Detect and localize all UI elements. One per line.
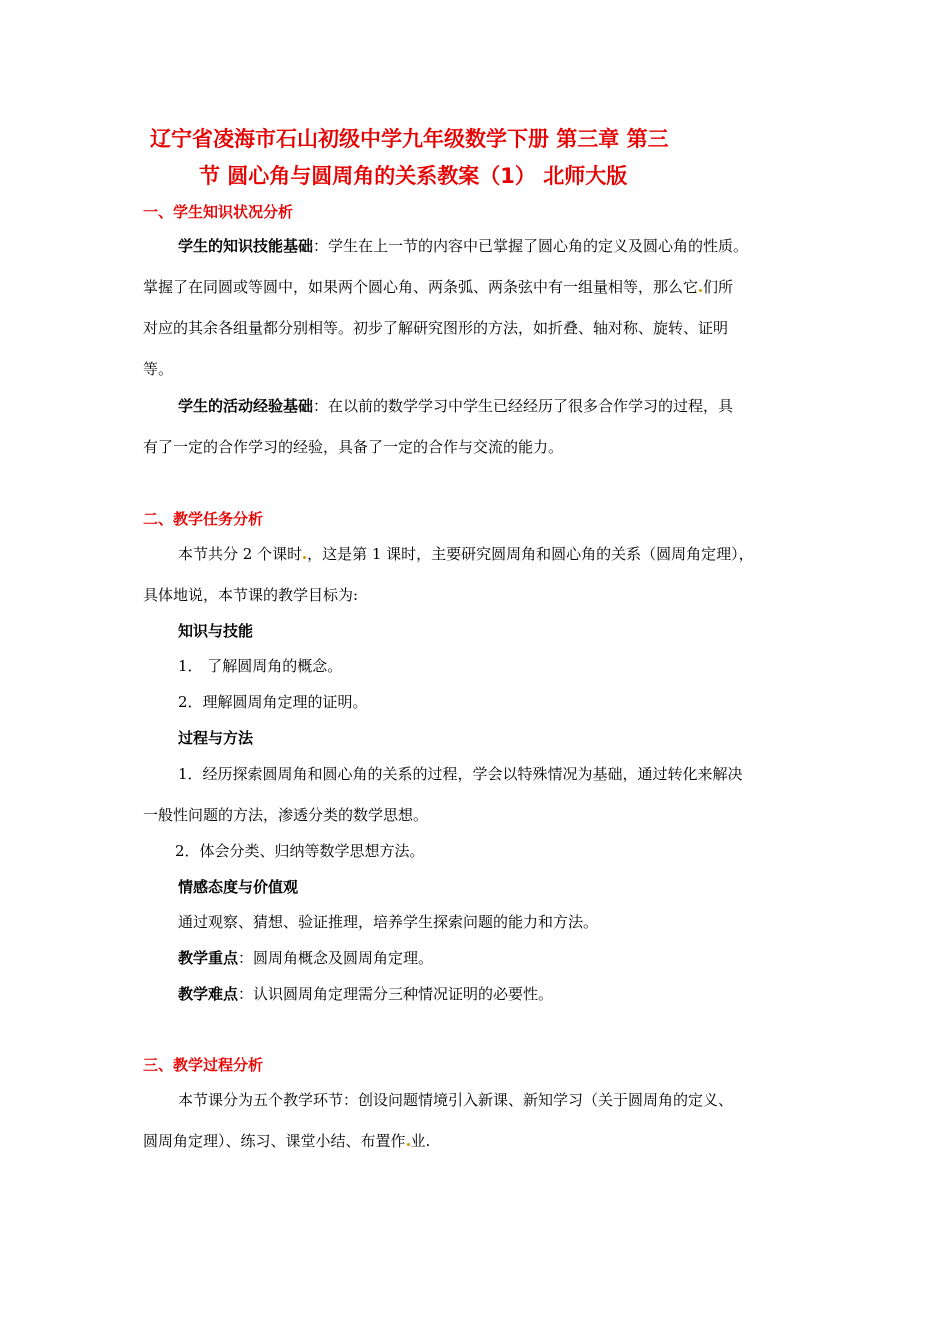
paragraph-1-line-2-end: 们所	[703, 278, 734, 296]
section-3-line-2	[143, 1131, 430, 1151]
teaching-key-point	[178, 948, 433, 968]
teaching-difficulty-text: ：认识圆周角定理需分三种情况证明的必要性。	[238, 985, 554, 1003]
section-3-heading: 三、教学过程分析	[143, 1056, 264, 1074]
process-item-1-line-2: 一般性问题的方法，渗透分类的数学思想。	[143, 806, 429, 824]
paragraph-1-line-4: 等。	[143, 360, 174, 378]
paragraph-1-line-3: 对应的其余各组量都分别相等。初步了解研究图形的方法，如折叠、轴对称、旋转、证明	[143, 319, 729, 337]
process-item-2: 2．体会分类、归纳等数学思想方法。	[175, 842, 425, 860]
knowledge-skill-label: 学生的知识技能基础	[178, 237, 314, 255]
paragraph-2-text: ：在以前的数学学习中学生已经经历了很多合作学习的过程，具	[313, 397, 734, 415]
paragraph-1-text: ：学生在上一节的内容中已掌握了圆心角的定义及圆心角的性质。	[313, 237, 749, 255]
teaching-key-label: 教学重点	[178, 949, 239, 967]
teaching-key-text: ：圆周角概念及圆周角定理。	[238, 949, 434, 967]
activity-experience-label: 学生的活动经验基础	[178, 397, 314, 415]
paragraph-2-line-2: 有了一定的合作学习的经验，具备了一定的合作与交流的能力。	[143, 438, 564, 456]
mark-dot	[699, 289, 702, 292]
section-2-intro-line-1	[178, 544, 754, 564]
emotion-attitude-text: 通过观察、猜想、验证推理，培养学生探索问题的能力和方法。	[178, 913, 599, 931]
section-2-intro-text-a: 本节共分 2 个课时	[178, 545, 303, 563]
knowledge-skill-heading: 知识与技能	[178, 622, 254, 640]
paragraph-1-line-2-text: 掌握了在同圆或等圆中，如果两个圆心角、两条弧、两条弦中有一组量相等，那么它	[143, 278, 699, 296]
document-title-line-2: 节 圆心角与圆周角的关系教案（1） 北师大版	[199, 164, 628, 188]
section-2-intro-line-2: 具体地说，本节课的教学目标为:	[143, 586, 359, 604]
section-2-heading: 二、教学任务分析	[143, 510, 264, 528]
process-item-1-line-1: 1．经历探索圆周角和圆心角的关系的过程，学会以特殊情况为基础，通过转化来解决	[178, 765, 743, 783]
process-method-heading: 过程与方法	[178, 729, 254, 747]
mark-dot	[303, 556, 306, 559]
section-3-line-2-text: 圆周角定理）、练习、课堂小结、布置作	[143, 1132, 406, 1150]
section-1-heading: 一、学生知识状况分析	[143, 203, 294, 221]
section-3-line-2-end: 业.	[410, 1132, 431, 1150]
section-2-intro-text-b: ，这是第 1 课时，主要研究圆周角和圆心角的关系（圆周角定理），	[307, 545, 754, 563]
paragraph-2-line-1	[178, 396, 733, 416]
knowledge-item-1: 1． 了解圆周角的概念。	[178, 657, 343, 675]
document-title-line-1: 辽宁省凌海市石山初级中学九年级数学下册 第三章 第三	[150, 127, 669, 151]
paragraph-1-line-1	[178, 236, 748, 256]
teaching-difficulty-label: 教学难点	[178, 985, 239, 1003]
paragraph-1-line-2	[143, 277, 733, 297]
knowledge-item-2: 2．理解圆周角定理的证明。	[178, 693, 368, 711]
section-3-line-1: 本节课分为五个教学环节：创设问题情境引入新课、新知学习（关于圆周角的定义、	[178, 1091, 734, 1109]
mark-dot	[407, 1143, 410, 1146]
emotion-attitude-heading: 情感态度与价值观	[178, 878, 299, 896]
teaching-difficulty	[178, 984, 553, 1004]
